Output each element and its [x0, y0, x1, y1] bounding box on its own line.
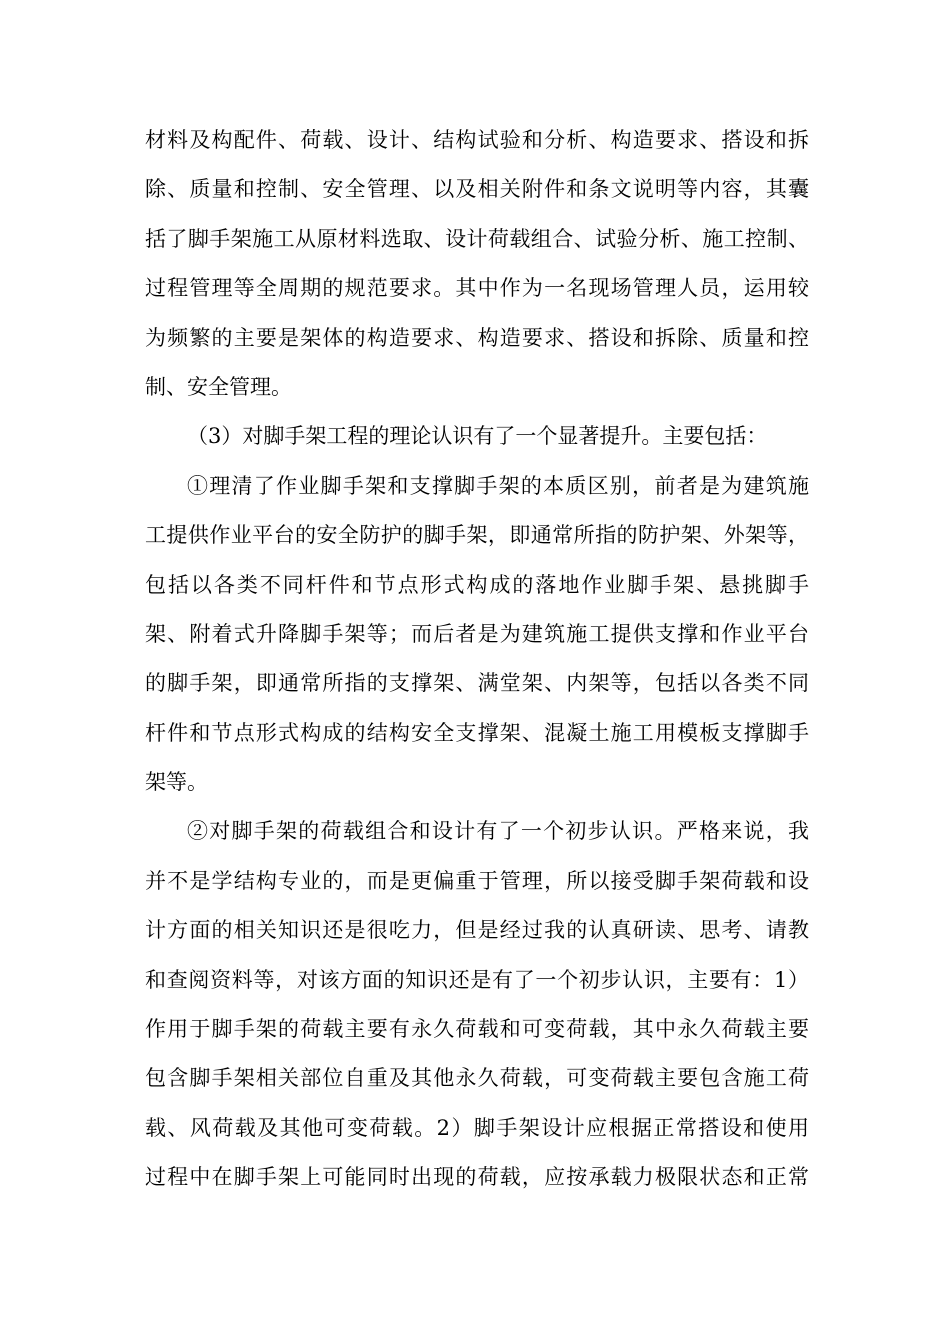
text-line: 和查阅资料等，对该方面的知识还是有了一个初步认识，主要有：1） [145, 967, 809, 992]
text-line: 包括以各类不同杆件和节点形式构成的落地作业脚手架、悬挑脚手 [145, 572, 809, 597]
text-line: 括了脚手架施工从原材料选取、设计荷载组合、试验分析、施工控制、 [145, 226, 809, 251]
text-line: 材料及构配件、荷载、设计、结构试验和分析、构造要求、搭设和拆 [145, 128, 809, 152]
body-text [145, 116, 809, 1203]
text-line: 工提供作业平台的安全防护的脚手架，即通常所指的防护架、外架等， [145, 523, 809, 548]
text-line: 包含脚手架相关部位自重及其他永久荷载，可变荷载主要包含施工荷 [145, 1066, 809, 1091]
text-line: 杆件和节点形式构成的结构安全支撑架、混凝土施工用模板支撑脚手 [145, 720, 809, 745]
text-line: 架、附着式升降脚手架等；而后者是为建筑施工提供支撑和作业平台 [145, 621, 809, 646]
text-line: 并不是学结构专业的，而是更偏重于管理，所以接受脚手架荷载和设 [145, 868, 809, 893]
text-line: 制、安全管理。 [145, 374, 292, 399]
text-line: 过程管理等全周期的规范要求。其中作为一名现场管理人员，运用较 [145, 276, 809, 301]
text-line: 为频繁的主要是架体的构造要求、构造要求、搭设和拆除、质量和控 [145, 325, 809, 350]
text-line: 过程中在脚手架上可能同时出现的荷载，应按承载力极限状态和正常 [145, 1165, 809, 1190]
text-line: 载、风荷载及其他可变荷载。2）脚手架设计应根据正常搭设和使用 [145, 1115, 809, 1140]
text-line: 作用于脚手架的荷载主要有永久荷载和可变荷载，其中永久荷载主要 [145, 1017, 809, 1042]
text-line: （3）对脚手架工程的理论认识有了一个显著提升。主要包括： [187, 424, 768, 449]
text-line: ①理清了作业脚手架和支撑脚手架的本质区别，前者是为建筑施 [187, 473, 809, 498]
text-line: 除、质量和控制、安全管理、以及相关附件和条文说明等内容，其囊 [145, 177, 809, 202]
text-line: ②对脚手架的荷载组合和设计有了一个初步认识。严格来说，我 [187, 819, 809, 844]
text-line: 架等。 [145, 770, 208, 795]
text-line: 计方面的相关知识还是很吃力，但是经过我的认真研读、思考、请教 [145, 918, 809, 943]
text-line: 的脚手架，即通常所指的支撑架、满堂架、内架等，包括以各类不同 [145, 671, 809, 696]
